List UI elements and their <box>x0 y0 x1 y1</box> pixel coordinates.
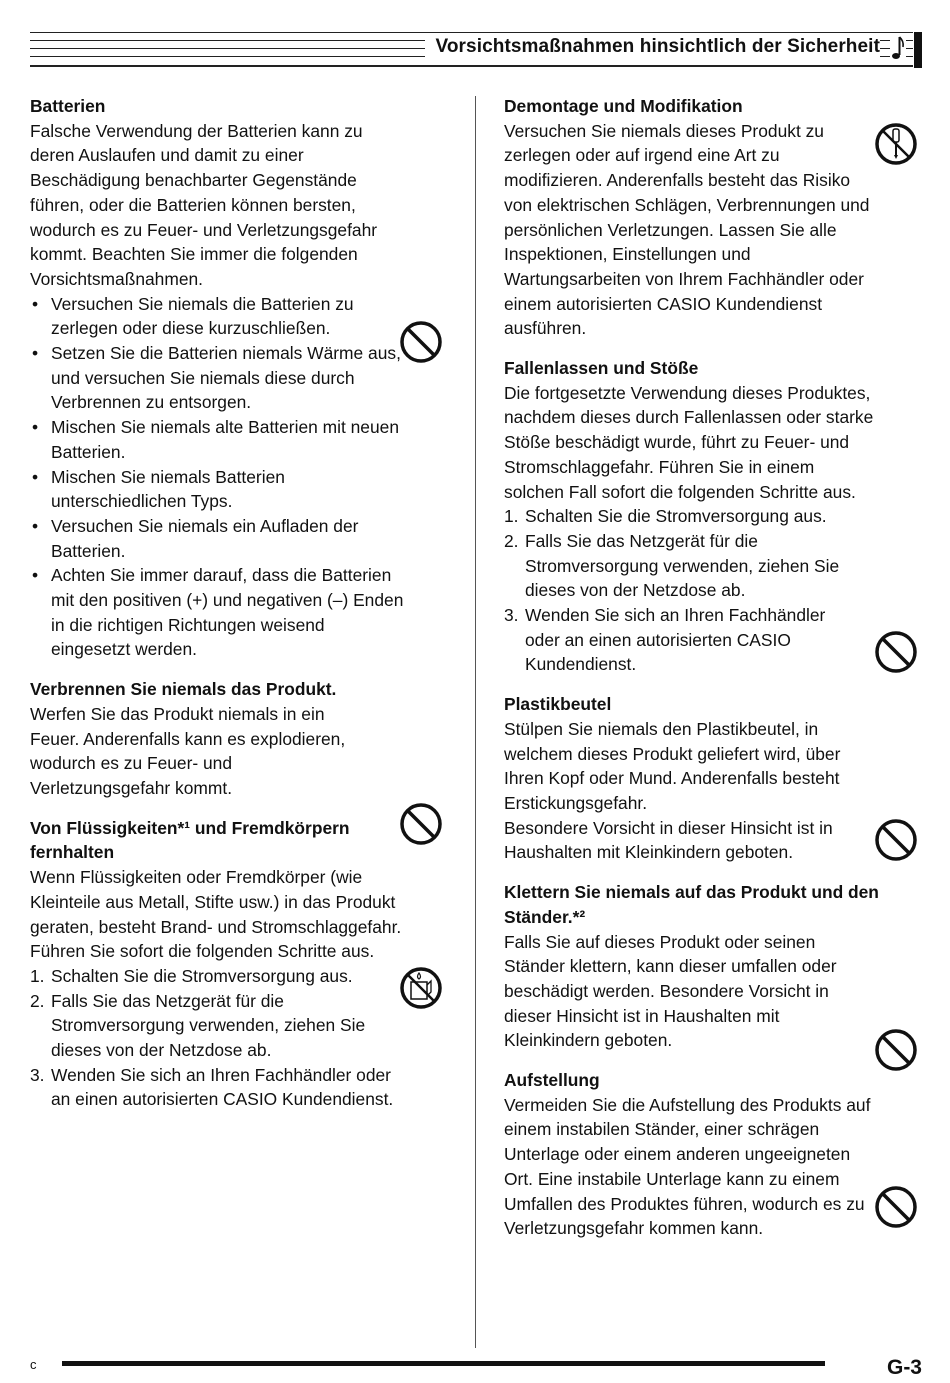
footer-mark: c <box>30 1357 37 1372</box>
list-item: • Versuchen Sie niemals die Batterien zu zerlegen oder diese kurzuschließen. <box>30 292 405 341</box>
list-item: 3. Wenden Sie sich an Ihren Fachhändler oder an einen autorisierten CASIO Kundendienst. <box>30 1064 394 1110</box>
section-aufstellung <box>504 1068 874 1241</box>
section-verbrennen <box>30 677 405 801</box>
numbered-list <box>30 964 405 1112</box>
list-item: • Mischen Sie niemals Batterien unterschiedlichen Typs. <box>30 465 405 514</box>
section-heading: Von Flüssigkeiten*¹ und Fremdkörpern fernhalten <box>30 817 350 863</box>
section-text: Werfen Sie das Produkt niemals in ein Feuer. Anderenfalls kann es explodieren, wodurch es zu Feuer- und Verletzungsgefahr kommt. <box>30 703 346 798</box>
page-title: Vorsichtsmaßnahmen hinsichtlich der Sicherheit <box>425 36 880 58</box>
page-number: G-3 <box>886 1356 922 1379</box>
list-item: • Achten Sie immer darauf, dass die Batterien mit den positiven (+) und negativen (–) Enden in die richtigen Richtungen weisend eingesetzt werden. <box>30 563 405 662</box>
section-heading: Batterien <box>30 96 106 116</box>
section-demontage <box>504 94 874 341</box>
prohibition-icon <box>874 1185 918 1229</box>
list-item: • Versuchen Sie niemals ein Aufladen der Batterien. <box>30 514 405 563</box>
section-text: Die fortgesetzte Verwendung dieses Produktes, nachdem dieses durch Fallenlassen oder starke Stöße beschädigt wurde, führt zu Feuer- und Stromschlaggefahr. Führen Sie in einem solchen Fall sofort die folgenden Schritte aus. <box>504 382 874 502</box>
music-note-icon <box>890 34 906 62</box>
list-item: 2. Falls Sie das Netzgerät für die Stromversorgung verwenden, ziehen Sie dieses von der Netzdose ab. <box>504 530 840 601</box>
list-item: 1. Schalten Sie die Stromversorgung aus. <box>30 965 353 986</box>
section-fallen <box>504 356 874 677</box>
section-batterien <box>30 94 405 662</box>
section-text: Falsche Verwendung der Batterien kann zu deren Auslaufen und damit zu einer Beschädigung benachbarter Gegenstände führen, oder die Batterien können bersten, wodurch es zu Feuer- und Verletzungsgefahr kommt. Beachten Sie immer die folgenden Vorsichtsmaßnahmen. <box>30 120 378 289</box>
list-item: 2. Falls Sie das Netzgerät für die Stromversorgung verwenden, ziehen Sie dieses von der Netzdose ab. <box>30 990 366 1061</box>
bullet-list <box>30 292 405 663</box>
section-plastikbeutel <box>504 692 874 865</box>
section-fluessigkeiten <box>30 816 405 1112</box>
section-heading: Fallenlassen und Stöße <box>504 358 699 379</box>
column-divider <box>475 96 476 1348</box>
section-heading: Plastikbeutel <box>504 694 612 715</box>
no-disassembly-icon <box>874 122 918 166</box>
list-item: • Setzen Sie die Batterien niemals Wärme aus, und versuchen Sie niemals diese durch Verbrennen zu entsorgen. <box>30 341 405 415</box>
no-liquids-icon <box>399 966 443 1010</box>
section-heading: Aufstellung <box>504 1070 600 1091</box>
section-text: Vermeiden Sie die Aufstellung des Produkts auf einem instabilen Ständer, einer schrägen Unterlage oder einem anderen ungeeigneten Ort. Eine instabile Unterlage kann zu einem Umfallen des Produktes führen, wodurch es zu Verletzungsgefahr kommen kann. <box>504 1094 871 1239</box>
section-heading: Verbrennen Sie niemals das Produkt. <box>30 679 337 700</box>
section-text: Stülpen Sie niemals den Plastikbeutel, in welchem dieses Produkt geliefert wird, über Ihren Kopf oder Mund. Anderenfalls besteht Erstickungsgefahr. <box>504 718 841 813</box>
list-item: 1. Schalten Sie die Stromversorgung aus. <box>504 506 827 527</box>
section-text: Wenn Flüssigkeiten oder Fremdkörper (wie Kleinteile aus Metall, Stifte usw.) in das Produkt geraten, besteht Brand- und Stromschlaggefahr. Führen Sie sofort die folgenden Schritte aus. <box>30 867 402 962</box>
left-column <box>30 94 405 1127</box>
prohibition-icon <box>874 818 918 862</box>
header-bar <box>914 32 922 68</box>
list-item: 3. Wenden Sie sich an Ihren Fachhändler oder an einen autorisierten CASIO Kundendienst. <box>504 605 826 675</box>
prohibition-icon <box>874 1028 918 1072</box>
section-text: Falls Sie auf dieses Produkt oder seinen Ständer klettern, kann dieser umfallen oder beschädigt werden. Besondere Vorsicht in dieser Hinsicht ist in Haushalten mit Kleinkindern geboten. <box>504 931 837 1051</box>
footer-rule <box>62 1361 825 1366</box>
section-heading: Demontage und Modifikation <box>504 96 743 116</box>
section-text: Versuchen Sie niemals dieses Produkt zu zerlegen oder auf irgend eine Art zu modifizieren. Anderenfalls besteht das Risiko von elektrischen Schlägen, Verbrennungen und persönlichen Verletzungen. Lassen Sie alle Inspektionen, Einstellungen und Wartungsarbeiten von Ihrem Fachhändler oder einem autorisierten CASIO Kundendienst ausführen. <box>504 120 870 339</box>
right-column <box>504 94 879 1256</box>
section-heading: Klettern Sie niemals auf das Produkt und den Ständer.*² <box>504 882 879 927</box>
prohibition-icon <box>399 802 443 846</box>
prohibition-icon <box>399 320 443 364</box>
prohibition-icon <box>874 630 918 674</box>
numbered-list <box>504 504 874 677</box>
section-text: Besondere Vorsicht in dieser Hinsicht ist in Haushalten mit Kleinkindern geboten. <box>504 817 833 863</box>
list-item: • Mischen Sie niemals alte Batterien mit neuen Batterien. <box>30 415 405 464</box>
section-klettern <box>504 880 879 1053</box>
